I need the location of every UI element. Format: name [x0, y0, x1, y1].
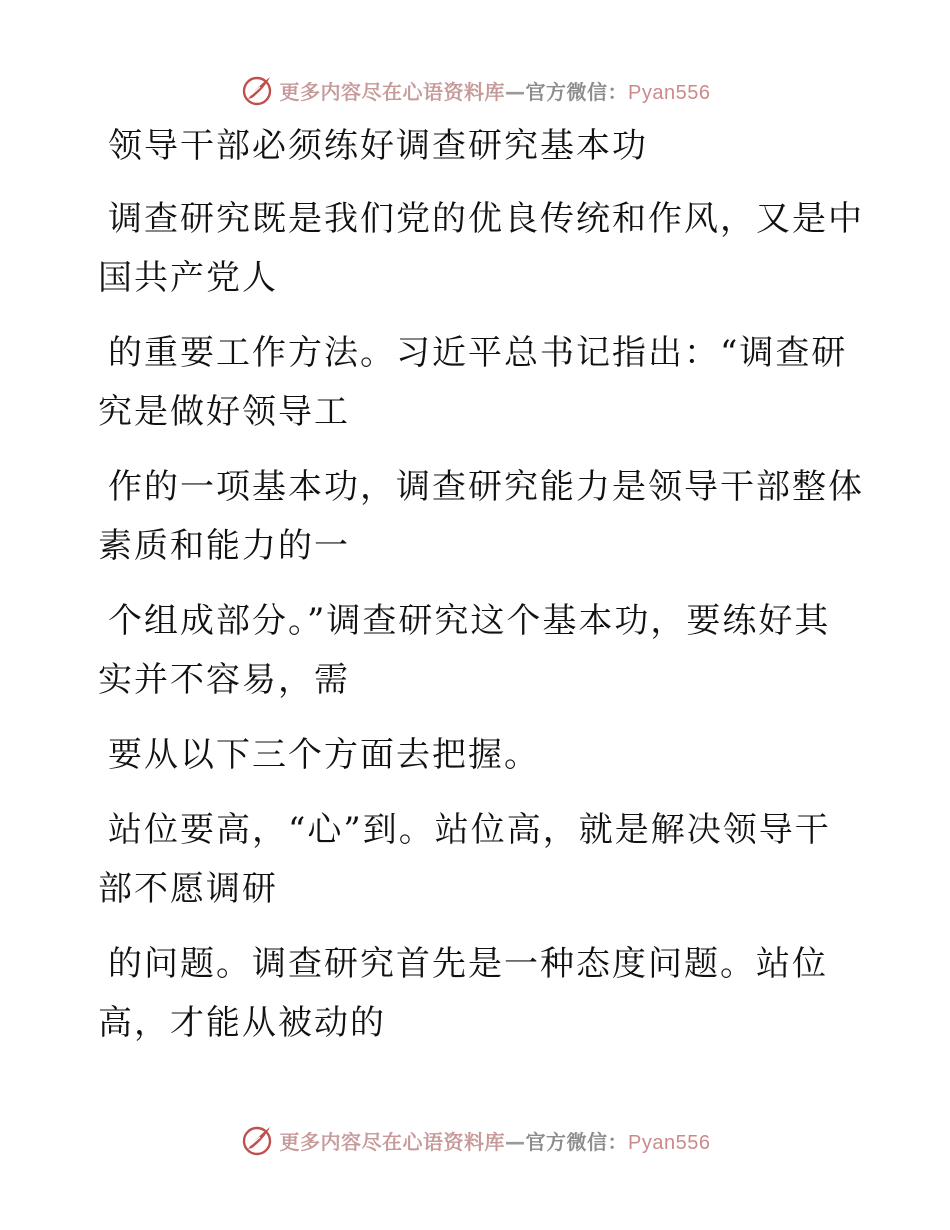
paragraph-line: 作的一项基本功，调查研究能力是领导干部整体	[108, 467, 864, 507]
paragraph	[98, 324, 848, 442]
paragraph-line: 部不愿调研	[98, 869, 278, 909]
banner-dash: —	[505, 79, 526, 104]
paragraph	[98, 592, 838, 710]
paragraph-line: 要从以下三个方面去把握。	[108, 735, 540, 775]
quill-seal-icon	[240, 73, 274, 107]
banner-wechat-label: 官方微信：	[525, 79, 629, 104]
paragraph-line: 国共产党人	[98, 258, 278, 298]
paragraph-line: 究是做好领导工	[98, 392, 350, 432]
banner-site-name: 更多内容尽在心语资料库	[279, 1129, 506, 1154]
document-body	[98, 118, 864, 1053]
paragraph	[98, 190, 864, 308]
banner-wechat-id: Pyan556	[628, 81, 711, 104]
paragraph-line: 站位要高，“心”到。站位高，就是解决领导干	[108, 810, 831, 850]
paragraph-line: 素质和能力的一	[98, 526, 350, 566]
paragraph-line: 个组成部分。”调查研究这个基本功，要练好其	[108, 601, 831, 641]
paragraph	[98, 726, 838, 785]
quill-seal-icon	[240, 1123, 274, 1157]
paragraph	[98, 801, 838, 919]
paragraph-line: 高，才能从被动的	[98, 1003, 386, 1043]
header-banner	[0, 70, 950, 110]
paragraph	[98, 935, 838, 1053]
paragraph	[98, 458, 864, 576]
paragraph-line: 的问题。调查研究首先是一种态度问题。站位	[108, 944, 828, 984]
banner-site-name: 更多内容尽在心语资料库	[279, 79, 506, 104]
footer-banner	[0, 1120, 950, 1160]
paragraph-line: 实并不容易，需	[98, 660, 350, 700]
document-title: 领导干部必须练好调查研究基本功	[108, 126, 648, 166]
banner-wechat-label: 官方微信：	[525, 1129, 629, 1154]
paragraph-line: 调查研究既是我们党的优良传统和作风，又是中	[108, 199, 864, 239]
paragraph-line: 的重要工作方法。习近平总书记指出：“调查研	[108, 333, 848, 373]
banner-wechat-id: Pyan556	[628, 1131, 711, 1154]
banner-dash: —	[505, 1129, 526, 1154]
